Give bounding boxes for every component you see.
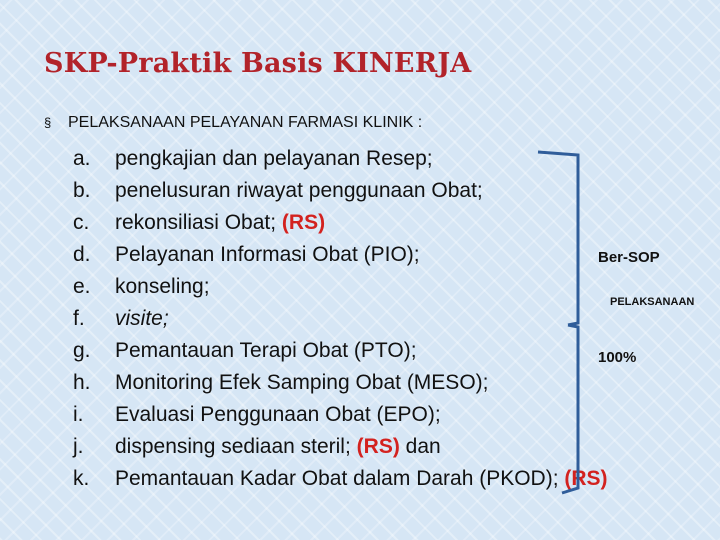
percent-label: 100% [598,349,637,366]
item-letter: d. [73,243,91,266]
item-letter: h. [73,371,91,394]
item-text: Evaluasi Penggunaan Obat (EPO); [115,403,441,426]
section-heading-suffix: : [413,114,423,131]
pelaksanaan-label: PELAKSANAAN [610,296,695,308]
section-heading-label: PELAKSANAAN PELAYANAN FARMASI KLINIK [68,114,414,131]
item-letter: k. [73,467,90,490]
rs-tag: (RS) [356,435,400,458]
item-text: Pemantauan Terapi Obat (PTO); [115,339,417,362]
rs-tag: (RS) [564,467,608,490]
item-letter: j. [73,435,84,458]
item-letter: e. [73,275,91,298]
slide-title: SKP-Praktik Basis KINERJA [44,48,472,79]
item-letter: a. [73,147,91,170]
item-text: visite; [115,307,169,330]
item-text: konseling; [115,275,210,298]
item-text: rekonsiliasi Obat; [115,211,282,234]
item-letter: g. [73,339,91,362]
item-text: penelusuran riwayat penggunaan Obat; [115,179,483,202]
item-letter: i. [73,403,84,426]
item-text: pengkajian dan pelayanan Resep; [115,147,433,170]
item-letter: c. [73,211,90,234]
item-text: Pelayanan Informasi Obat (PIO); [115,243,420,266]
item-text: Pemantauan Kadar Obat dalam Darah (PKOD); [115,467,565,490]
bullet-icon: § [44,115,52,130]
item-letter: f. [73,307,85,330]
item-text: Monitoring Efek Samping Obat (MESO); [115,371,489,394]
bracket-top [538,152,578,325]
bracket-bottom [562,325,578,493]
item-text: dispensing sediaan steril; [115,435,357,458]
ber-sop-label: Ber-SOP [598,249,660,266]
rs-tag: (RS) [281,211,326,234]
item-text-after: dan [399,435,441,458]
item-letter: b. [73,179,91,202]
